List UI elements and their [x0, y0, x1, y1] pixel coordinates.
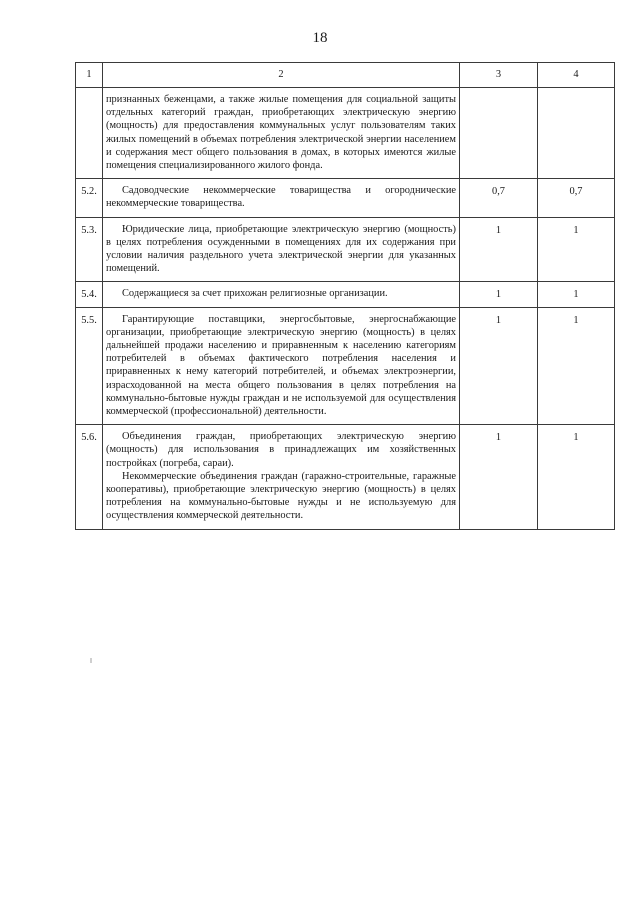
row-col4-value: 1 [538, 425, 615, 529]
tariff-table [75, 62, 615, 530]
table-header-row [76, 63, 615, 88]
row-number: 5.5. [76, 307, 103, 425]
header-col-1: 1 [76, 63, 103, 88]
row-number: 5.6. [76, 425, 103, 529]
row-paragraph: Некоммерческие объединения граждан (гаражно-строительные, гаражные кооперативы), приобретающие электрическую энергию (мощность) в целях потребления на коммунально-бытовые нужды и не используемую для осуществления коммерческой деятельности. [106, 470, 456, 522]
row-col4-value [538, 88, 615, 179]
scan-mark [90, 658, 92, 663]
row-description [103, 88, 460, 179]
row-paragraph: Содержащиеся за счет прихожан религиозные организации. [122, 288, 388, 300]
row-paragraph: Гарантирующие поставщики, энергосбытовые, энергоснабжающие организации, приобретающие электрическую энергию (мощность) в целях дальнейшей продажи населению и приравненным к населению категориям потребителей в объемах фактического потребления населения и приравненных к нему категорий потребителей, и объемах электроэнергии, израсходованной на места общего пользования в целях потребления на коммунально-бытовые нужды граждан и не используемой для осуществления коммерческой (профессиональной) деятельности. [106, 313, 456, 418]
row-paragraph: Юридические лица, приобретающие электрическую энергию (мощность) в целях потребления осужденными в помещениях для их содержания при условии наличия раздельного учета электрической энергии для указанных помещений. [106, 223, 456, 275]
table-row [76, 425, 615, 529]
table-row [76, 282, 615, 307]
header-col-4: 4 [538, 63, 615, 88]
page-number: 18 [312, 30, 328, 46]
row-number: 5.3. [76, 217, 103, 282]
table-row [76, 179, 615, 217]
row-col4-value: 1 [538, 307, 615, 425]
row-description [103, 425, 460, 529]
row-paragraph: признанных беженцами, а также жилые помещения для социальной защиты отдельных категорий граждан, приобретающих электрическую энергию (мощность) для предоставления коммунальных услуг пользователям таких жилых помещений в объемах потребления электрической энергии населением и содержания мест общего пользования в домах, в которых имеются жилые помещения специализированного жилого фонда. [106, 94, 456, 172]
table-row [76, 217, 615, 282]
table-row [76, 307, 615, 425]
row-description [103, 307, 460, 425]
row-description [103, 282, 460, 307]
row-description [103, 217, 460, 282]
row-number [76, 88, 103, 179]
row-col3-value: 0,7 [460, 179, 538, 217]
header-col-2: 2 [103, 63, 460, 88]
row-col3-value: 1 [460, 282, 538, 307]
table-row [76, 88, 615, 179]
row-col4-value: 1 [538, 282, 615, 307]
row-col4-value: 0,7 [538, 179, 615, 217]
row-paragraph: Садоводческие некоммерческие товарищества и огороднические некоммерческие товарищества. [106, 185, 456, 210]
row-col3-value: 1 [460, 425, 538, 529]
row-col3-value: 1 [460, 217, 538, 282]
row-col3-value: 1 [460, 307, 538, 425]
row-description [103, 179, 460, 217]
row-number: 5.4. [76, 282, 103, 307]
row-number: 5.2. [76, 179, 103, 217]
row-col3-value [460, 88, 538, 179]
row-paragraph: Объединения граждан, приобретающих электрическую энергию (мощность) для использования в принадлежащих им хозяйственных постройках (погреба, сараи). [106, 431, 456, 469]
header-col-3: 3 [460, 63, 538, 88]
row-col4-value: 1 [538, 217, 615, 282]
